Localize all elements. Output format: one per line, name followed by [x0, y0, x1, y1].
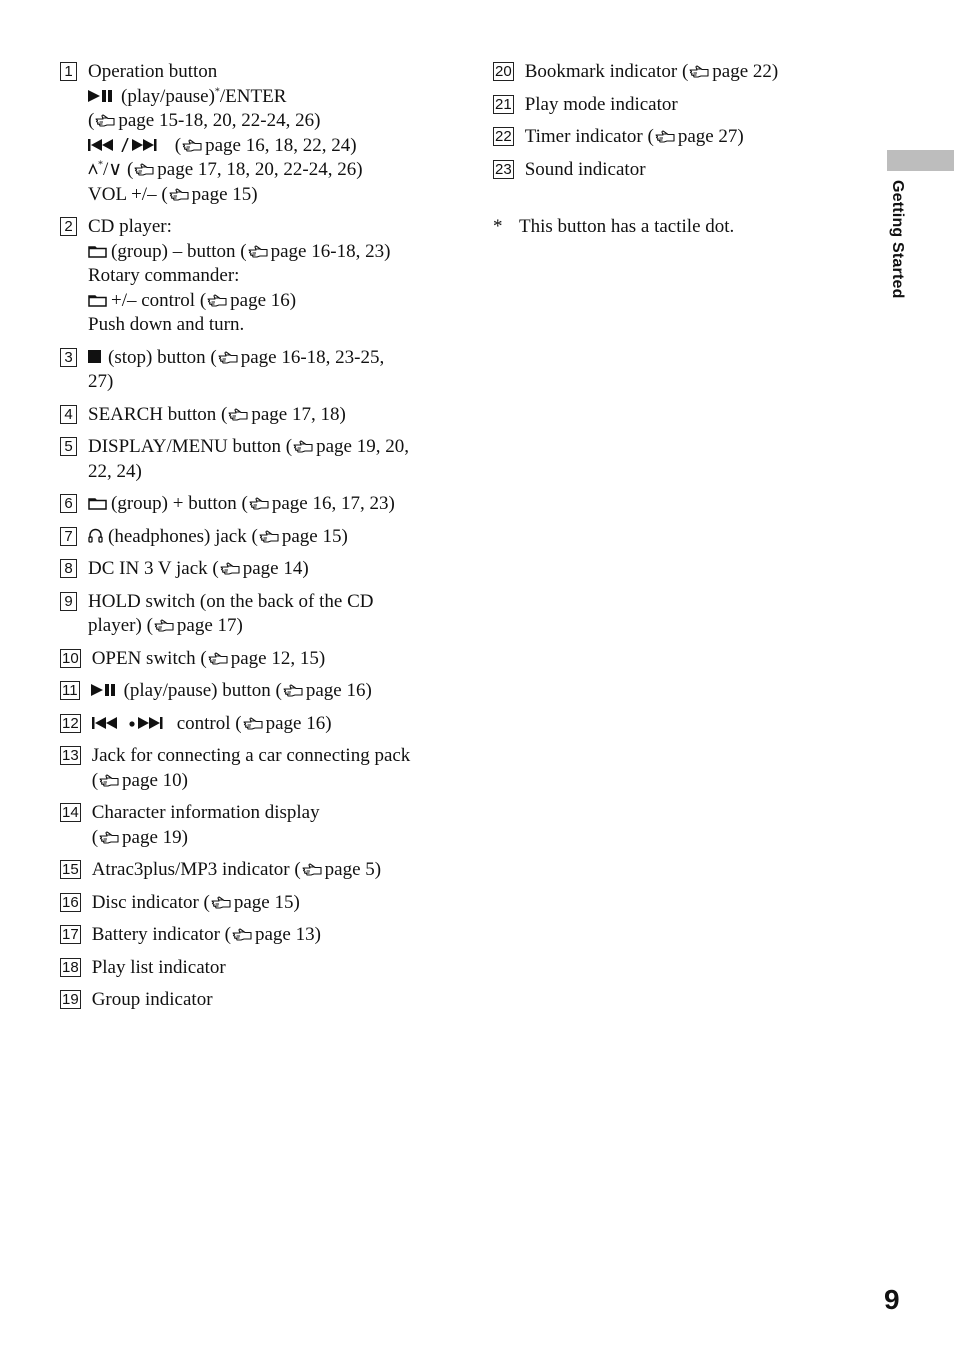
item-line: Rotary commander: [88, 265, 240, 286]
item-line: player) ( page 17) [88, 615, 243, 636]
up-caret-icon [88, 159, 98, 180]
list-item [493, 158, 843, 183]
item-line: (play/pause) button ( page 16) [91, 679, 460, 704]
section-tab-bar [887, 150, 954, 171]
page-reference-hand-icon [301, 863, 323, 876]
footnote-text: This button has a tactile dot. [519, 216, 735, 237]
item-line: Play list indicator [91, 956, 226, 978]
list-item [60, 557, 460, 582]
stop-icon [88, 350, 102, 364]
item-line: DISPLAY/MENU button ( page 19, 20, [88, 436, 409, 457]
list-item [60, 858, 460, 883]
list-item [60, 744, 460, 793]
headphones-icon [88, 527, 103, 544]
item-number-box: 21 [495, 95, 512, 113]
item-number-box: 17 [62, 926, 79, 943]
item-number-box: 20 [495, 63, 512, 80]
page-number: 9 [884, 1284, 900, 1315]
page-reference-hand-icon [654, 130, 676, 143]
list-item [60, 60, 460, 207]
list-item [60, 712, 460, 737]
page-reference-hand-icon [292, 440, 314, 453]
footnote-mark: * [493, 216, 503, 237]
list-item [493, 125, 843, 150]
list-item [60, 215, 460, 338]
list-item [60, 801, 460, 850]
item-line: (play/pause)*/ENTER [88, 85, 460, 110]
item-line: Disc indicator ( page 15) [91, 891, 300, 913]
page-reference-hand-icon [248, 497, 270, 510]
item-number-box: 8 [60, 559, 77, 578]
item-line: DC IN 3 V jack ( page 14) [88, 558, 309, 579]
item-number-box: 23 [495, 160, 512, 178]
item-line: VOL +/– ( page 15) [88, 183, 258, 205]
list-item [60, 891, 460, 916]
section-tab-label: Getting Started [889, 180, 906, 299]
page-reference-hand-icon [247, 245, 269, 258]
item-line: Sound indicator [524, 158, 646, 180]
item-line: ( page 15-18, 20, 22-24, 26) [88, 110, 321, 131]
page-reference-hand-icon [181, 139, 203, 152]
right-column [493, 60, 843, 190]
item-line: Character information display [91, 802, 320, 823]
item-line: Push down and turn. [88, 314, 245, 335]
page-reference-hand-icon [227, 408, 249, 421]
item-line: CD player: [88, 216, 172, 237]
item-number-box: 10 [62, 649, 79, 667]
list-item [60, 346, 460, 395]
page-reference-hand-icon [98, 774, 120, 787]
item-line: HOLD switch (on the back of the CD [88, 590, 374, 612]
item-number-box: 9 [60, 592, 77, 611]
item-line: SEARCH button ( page 17, 18) [88, 403, 346, 425]
list-item [493, 93, 843, 118]
item-line: 27) [88, 371, 114, 392]
page-reference-hand-icon [688, 65, 710, 78]
play-pause-icon [91, 683, 119, 697]
list-item [60, 435, 460, 484]
item-line: (group) – button ( page 16-18, 23) [88, 240, 460, 265]
list-item [60, 923, 460, 948]
item-line: OPEN switch ( page 12, 15) [91, 647, 326, 669]
list-item [60, 590, 460, 639]
prev-next-icon [88, 138, 170, 152]
page-reference-hand-icon [153, 619, 175, 632]
page-reference-hand-icon [94, 114, 116, 127]
item-line: Timer indicator ( page 27) [524, 126, 744, 147]
page-reference-hand-icon [258, 530, 280, 543]
item-number-box: 12 [62, 714, 79, 732]
page-reference-hand-icon [217, 351, 239, 364]
page-reference-hand-icon [282, 684, 304, 697]
item-line: Battery indicator ( page 13) [91, 924, 321, 945]
item-line: Bookmark indicator ( page 22) [524, 61, 779, 82]
item-number-box: 18 [62, 958, 79, 976]
item-line: */∨ ( page 17, 18, 20, 22-24, 26) [88, 158, 460, 183]
item-number-box: 16 [62, 893, 79, 911]
item-line: Jack for connecting a car connecting pack [91, 745, 411, 766]
page-reference-hand-icon [219, 562, 241, 575]
page-reference-hand-icon [206, 294, 228, 307]
item-number-box: 6 [60, 494, 77, 513]
folder-group-icon [88, 245, 107, 258]
list-item [60, 988, 460, 1013]
item-line: Group indicator [91, 989, 213, 1010]
page-reference-hand-icon [210, 896, 232, 909]
prev-next-control-icon [92, 716, 172, 730]
item-line: (headphones) jack ( page 15) [88, 525, 460, 550]
item-line: ( page 10) [91, 769, 188, 791]
item-line: (stop) button ( page 16-18, 23-25, [88, 346, 460, 371]
item-line: Operation button [88, 61, 218, 82]
folder-group-icon [88, 294, 107, 307]
item-number-box: 1 [60, 62, 77, 81]
page-reference-hand-icon [242, 717, 264, 730]
item-number-box: 11 [62, 682, 78, 699]
page-reference-hand-icon [231, 928, 253, 941]
item-number-box: 5 [60, 437, 77, 456]
list-item [60, 525, 460, 550]
item-number-box: 14 [62, 804, 79, 821]
page-reference-hand-icon [98, 831, 120, 844]
list-item [493, 60, 843, 85]
item-number-box: 3 [60, 348, 77, 367]
play-pause-icon [88, 89, 116, 103]
item-number-box: 15 [62, 861, 79, 878]
item-number-box: 4 [60, 405, 77, 424]
left-column [60, 60, 460, 1021]
folder-group-icon [88, 497, 107, 510]
page-reference-hand-icon [207, 652, 229, 665]
list-item [60, 403, 460, 428]
page-reference-hand-icon [168, 188, 190, 201]
list-item [60, 679, 460, 704]
item-line: ( page 19) [91, 826, 188, 848]
item-line: 22, 24) [88, 460, 142, 482]
list-item [60, 647, 460, 672]
item-number-box: 22 [495, 128, 512, 145]
item-line: Play mode indicator [524, 93, 678, 115]
list-item [60, 956, 460, 981]
item-line: ( page 16, 18, 22, 24) [88, 134, 460, 159]
item-number-box: 19 [62, 991, 79, 1008]
item-number-box: 7 [60, 527, 77, 546]
item-number-box: 2 [60, 217, 77, 236]
footnote [493, 216, 734, 238]
item-number-box: 13 [62, 747, 79, 764]
item-line: (group) + button ( page 16, 17, 23) [88, 492, 460, 517]
item-line: Atrac3plus/MP3 indicator ( page 5) [91, 859, 382, 880]
item-line: control ( page 16) [92, 712, 460, 737]
list-item [60, 492, 460, 517]
item-line: +/– control ( page 16) [88, 289, 460, 314]
page-reference-hand-icon [133, 163, 155, 176]
